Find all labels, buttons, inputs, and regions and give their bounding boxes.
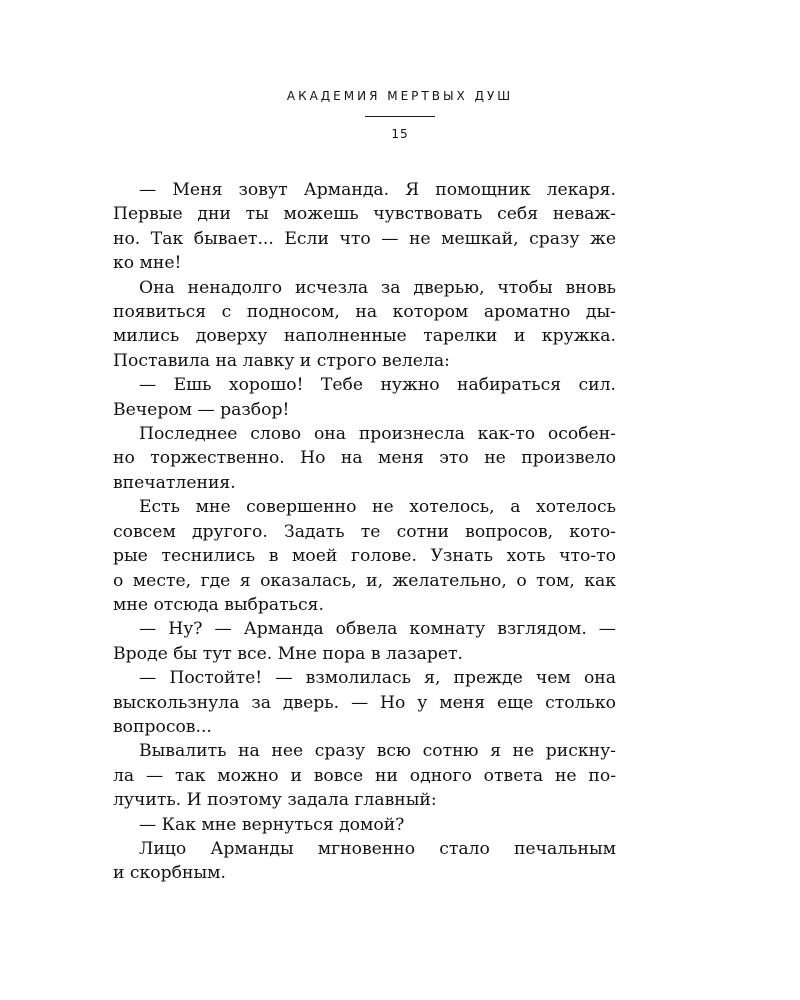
text-line: Вроде бы тут все. Мне пора в лазарет. [113, 643, 463, 664]
text-line: появиться с подносом, на котором ароматно ды- [113, 302, 616, 323]
paragraph [113, 666, 616, 739]
text-line: Лицо Арманды мгновенно стало печальным [139, 838, 616, 859]
paragraph [113, 276, 616, 374]
text-line: Вывалить на нее сразу всю сотню я не рискну- [139, 741, 616, 762]
text-line: ла — так можно и вовсе ни одного ответа не по- [113, 765, 616, 786]
paragraph [113, 617, 616, 666]
paragraph [113, 422, 616, 495]
header-divider [365, 116, 435, 117]
text-line: но. Так бывает... Если что — не мешкай, сразу же [113, 228, 616, 249]
text-line: Поставила на лавку и строго велела: [113, 350, 450, 371]
text-line: Вечером — разбор! [113, 399, 290, 420]
text-line: рые теснились в моей голове. Узнать хоть что-то [113, 546, 616, 567]
text-line: мились доверху наполненные тарелки и кружка. [113, 326, 616, 347]
text-line: — Постойте! — взмолилась я, прежде чем она [139, 668, 616, 689]
text-line: вопросов... [113, 716, 212, 737]
body-text [113, 178, 616, 886]
text-line: — Меня зовут Арманда. Я помощник лекаря. [139, 180, 616, 200]
text-line: Она ненадолго исчезла за дверью, чтобы вновь [139, 277, 616, 298]
text-line: совсем другого. Задать те сотни вопросов, кото- [113, 521, 616, 542]
text-line: Последнее слово она произнесла как-то особен- [139, 424, 616, 445]
text-line: — Как мне вернуться домой? [139, 814, 405, 835]
text-line: выскользнула за дверь. — Но у меня еще столько [113, 692, 616, 713]
text-line: и скорбным. [113, 863, 226, 884]
text-line: Есть мне совершенно не хотелось, а хотелось [139, 497, 616, 518]
paragraph [113, 739, 616, 812]
text-line: но торжественно. Но на меня это не произвело [113, 448, 616, 469]
text-line: ко мне! [113, 253, 182, 274]
page-number: 15 [391, 127, 409, 141]
paragraph [113, 837, 616, 886]
paragraph [113, 178, 616, 276]
paragraph [113, 495, 616, 617]
text-line: лучить. И поэтому задала главный: [113, 790, 437, 811]
running-title: АКАДЕМИЯ МЕРТВЫХ ДУШ [286, 89, 514, 103]
paragraph [113, 373, 616, 422]
text-line: — Ну? — Арманда обвела комнату взглядом. — [139, 619, 616, 640]
text-line: Первые дни ты можешь чувствовать себя неваж- [113, 204, 616, 225]
text-line: о месте, где я оказалась, и, желательно, о том, как [113, 570, 616, 591]
text-line: мне отсюда выбраться. [113, 594, 324, 615]
paragraph [113, 813, 616, 837]
text-line: впечатления. [113, 472, 236, 493]
page-header [0, 88, 800, 142]
text-line: — Ешь хорошо! Тебе нужно набираться сил. [139, 375, 616, 396]
